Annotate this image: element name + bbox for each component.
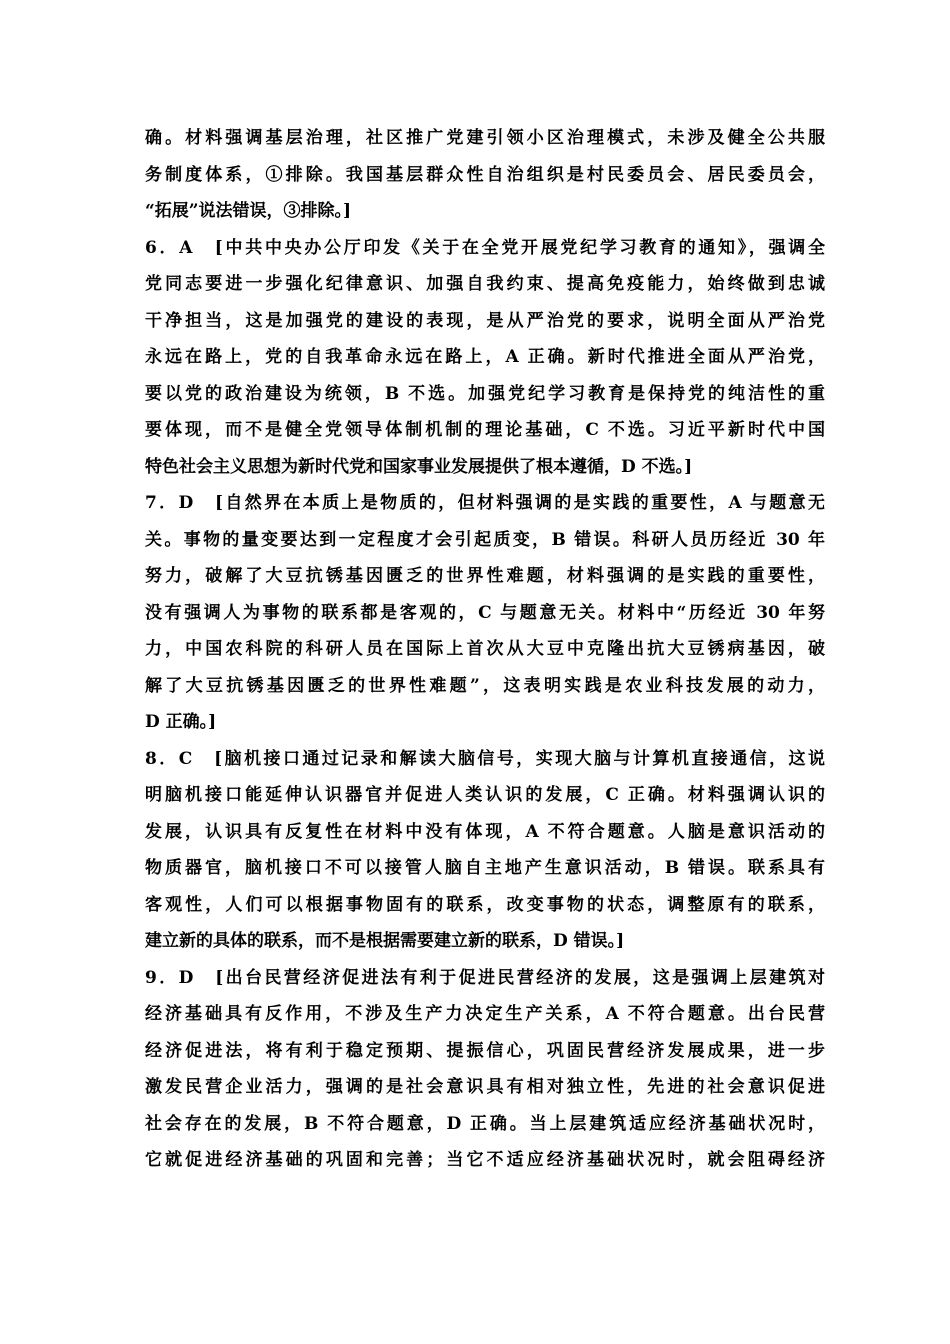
answer-explanation-text	[145, 120, 825, 1179]
text-line: 客观性，人们可以根据事物固有的联系，改变事物的状态，调整原有的联系，	[145, 894, 825, 915]
text-line: 社会存在的发展，B 不符合题意，D 正确。当上层建筑适应经济基础状况时，	[145, 1113, 825, 1134]
text-line: 特色社会主义思想为新时代党和国家事业发展提供了根本遵循，D 不选。]	[145, 456, 693, 477]
text-line: 关。事物的量变要达到一定程度才会引起质变，B 错误。科研人员历经近 30 年	[145, 529, 825, 550]
text-line: 要以党的政治建设为统领，B 不选。加强党纪学习教育是保持党的纯洁性的重	[145, 383, 825, 404]
text-line: 党同志要进一步强化纪律意识、加强自我约束、提高免疫能力，始终做到忠诚	[145, 274, 825, 294]
text-line: 6．A [中共中央办公厅印发《关于在全党开展党纪学习教育的通知》，强调全	[145, 237, 825, 258]
text-line: 没有强调人为事物的联系都是客观的，C 与题意无关。材料中“历经近 30 年努	[145, 602, 825, 623]
text-line: 发展，认识具有反复性在材料中没有体现，A 不符合题意。人脑是意识活动的	[145, 821, 825, 842]
text-line: 激发民营企业活力，强调的是社会意识具有相对独立性，先进的社会意识促进	[145, 1077, 825, 1097]
text-line: 物质器官，脑机接口不可以接管人脑自主地产生意识活动，B 错误。联系具有	[145, 858, 825, 878]
text-line: D 正确。]	[145, 712, 217, 732]
text-line: 确。材料强调基层治理，社区推广党建引领小区治理模式，未涉及健全公共服	[145, 128, 825, 148]
text-line: 明脑机接口能延伸认识器官并促进人类认识的发展，C 正确。材料强调认识的	[145, 785, 825, 805]
text-line: 努力，破解了大豆抗锈基因匮乏的世界性难题，材料强调的是实践的重要性，	[145, 566, 825, 586]
text-line: 力，中国农科院的科研人员在国际上首次从大豆中克隆出抗大豆锈病基因，破	[145, 639, 825, 659]
text-line: 它就促进经济基础的巩固和完善；当它不适应经济基础状况时，就会阻碍经济	[145, 1150, 825, 1170]
text-line: 干净担当，这是加强党的建设的表现，是从严治党的要求，说明全面从严治党	[145, 310, 825, 331]
text-line: 9．D [出台民营经济促进法有利于促进民营经济的发展，这是强调上层建筑对	[145, 967, 825, 988]
text-line: 经济促进法，将有利于稳定预期、提振信心，巩固民营经济发展成果，进一步	[145, 1040, 825, 1061]
text-line: 7．D [自然界在本质上是物质的，但材料强调的是实践的重要性，A 与题意无	[145, 493, 825, 513]
text-line: “拓展”说法错误，③排除。]	[145, 201, 352, 221]
text-line: 经济基础具有反作用，不涉及生产力决定生产关系，A 不符合题意。出台民营	[145, 1004, 825, 1024]
text-line: 8．C [脑机接口通过记录和解读大脑信号，实现大脑与计算机直接通信，这说	[145, 748, 825, 769]
text-line: 务制度体系，①排除。我国基层群众性自治组织是村民委员会、居民委员会，	[145, 164, 825, 185]
text-line: 永远在路上，党的自我革命永远在路上，A 正确。新时代推进全面从严治党，	[145, 347, 825, 367]
text-line: 解了大豆抗锈基因匮乏的世界性难题”，这表明实践是农业科技发展的动力，	[145, 675, 825, 696]
text-line: 建立新的具体的联系，而不是根据需要建立新的联系，D 错误。]	[145, 931, 625, 951]
text-line: 要体现，而不是健全党领导体制机制的理论基础，C 不选。习近平新时代中国	[145, 420, 825, 440]
